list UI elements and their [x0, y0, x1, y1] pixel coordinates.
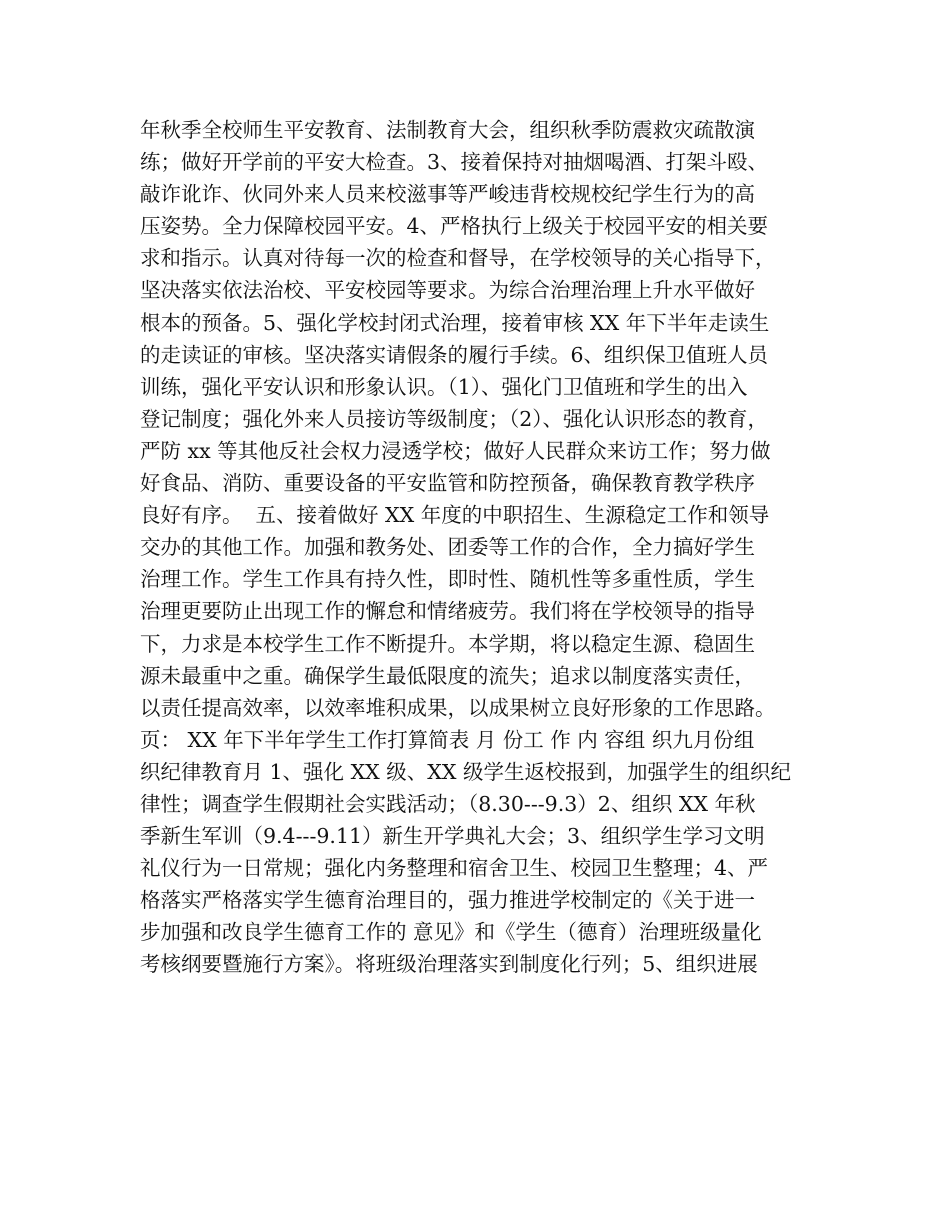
text-line: 登记制度；强化外来人员接访等级制度；（2）、强化认识形态的教育，: [140, 406, 769, 431]
text-line: 交办的其他工作。加强和教务处、团委等工作的合作，全力搞好学生: [140, 535, 755, 560]
text-line: 格落实严格落实学生德育治理目的，强力推进学校制定的《关于进一: [140, 888, 755, 913]
text-line: 织纪律教育月 1、强化 XX 级、XX 级学生返校报到，加强学生的组织纪: [140, 759, 791, 784]
text-line: 年秋季全校师生平安教育、法制教育大会，组织秋季防震救灾疏散演: [140, 118, 755, 142]
text-line: 好食品、消防、重要设备的平安监管和防控预备，确保教育教学秩序: [140, 471, 755, 496]
text-line: 良好有序。 五、接着做好 XX 年度的中职招生、生源稳定工作和领导: [140, 503, 770, 528]
text-line: 季新生军训（9.4---9.11）新生开学典礼大会；3、组织学生学习文明: [140, 824, 765, 849]
text-line: 下，力求是本校学生工作不断提升。本学期，将以稳定生源、稳固生: [140, 631, 755, 656]
text-line: 源未最重中之重。确保学生最低限度的流失；追求以制度落实责任，: [140, 663, 755, 688]
text-line: 根本的预备。5、强化学校封闭式治理，接着审核 XX 年下半年走读生: [140, 310, 770, 335]
text-line: 敲诈讹诈、伙同外来人员来校滋事等严峻违背校规校纪学生行为的高: [140, 182, 755, 207]
text-line: 礼仪行为一日常规；强化内务整理和宿舍卫生、校园卫生整理；4、严: [140, 856, 769, 881]
text-line: 页： XX 年下半年学生工作打算简表 月 份工 作 内 容组 织九月份组: [140, 727, 755, 752]
text-line: 律性；调查学生假期社会实践活动；（8.30---9.3）2、组织 XX 年秋: [140, 791, 756, 816]
text-line: 严防 xx 等其他反社会权力浸透学校；做好人民群众来访工作；努力做: [140, 438, 771, 463]
text-line: 训练，强化平安认识和形象认识。（1）、强化门卫值班和学生的出入: [140, 374, 748, 399]
text-line: 压姿势。全力保障校园平安。4、严格执行上级关于校园平安的相关要: [140, 214, 769, 239]
text-line: 步加强和改良学生德育工作的 意见》和《学生（德育）治理班级量化: [140, 920, 762, 945]
text-line: 以责任提高效率，以效率堆积成果，以成果树立良好形象的工作思路。: [140, 695, 776, 720]
text-line: 练；做好开学前的平安大检查。3、接着保持对抽烟喝酒、打架斗殴、: [140, 150, 769, 175]
text-line: 的走读证的审核。坚决落实请假条的履行手续。6、组织保卫值班人员: [140, 342, 769, 367]
text-line: 求和指示。认真对待每一次的检查和督导，在学校领导的关心指导下，: [140, 246, 776, 271]
text-line: 坚决落实依法治校、平安校园等要求。为综合治理治理上升水平做好: [140, 278, 755, 303]
body-text: [140, 114, 840, 981]
text-line: 治理更要防止出现工作的懈怠和情绪疲劳。我们将在学校领导的指导: [140, 599, 755, 624]
text-line: 治理工作。学生工作具有持久性，即时性、随机性等多重性质，学生: [140, 567, 755, 592]
text-line: 考核纲要暨施行方案》。将班级治理落实到制度化行列；5、组织进展: [140, 952, 758, 977]
